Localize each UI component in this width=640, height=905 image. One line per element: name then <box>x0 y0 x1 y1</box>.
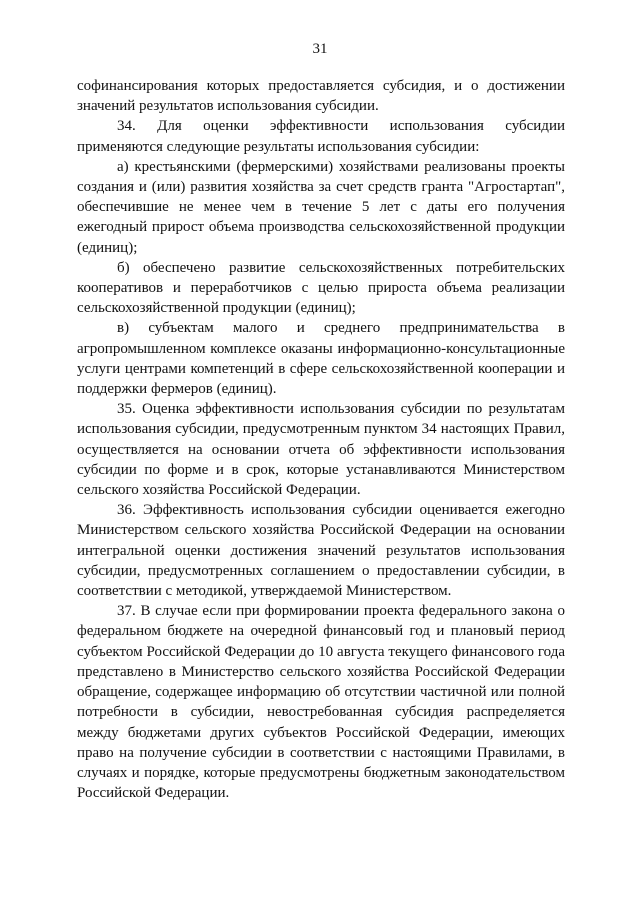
paragraph-continuation: софинансирования которых предоставляется субсидия, и о достижении значений результатов использования субсидии. <box>77 78 565 115</box>
paragraph-34-a: а) крестьянскими (фермерскими) хозяйствами реализованы проекты создания и (или) развития хозяйства за счет средств гранта "Агростартап", обеспечившие не менее чем в течение 5 лет с даты его получения ежегодный прирост объема производства сельскохозяйственной продукции (единиц); <box>77 158 565 256</box>
paragraph-36: 36. Эффективность использования субсидии оценивается ежегодно Министерством сельского хозяйства Российской Федерации на основании интегральной оценки достижения значений результатов использования субсидии, предусмотренных соглашением о предоставлении субсидии, в соответствии с методикой, утверждаемой Министерством. <box>77 502 565 600</box>
paragraph-37: 37. В случае если при формировании проекта федерального закона о федеральном бюджете на очередной финансовый год и плановый период субъектом Российской Федерации до 10 августа текущего финансового года представлено в Министерство сельского хозяйства Российской Федерации обращение, содержащее информацию об отсутствии частичной или полной потребности в субсидии, невостребованная субсидия распределяется между бюджетами других субъектов Российской Федерации, имеющих право на получение субсидии в соответствии с настоящими Правилами, в случаях и порядке, которые предусмотрены бюджетным законодательством Российской Федерации. <box>77 603 565 802</box>
paragraph-34-c: в) субъектам малого и среднего предпринимательства в агропромышленном комплексе оказаны информационно-консультационные услуги центрами компетенций в сфере сельскохозяйственной кооперации и поддержки фермеров (единиц). <box>77 320 565 398</box>
paragraph-34-b: б) обеспечено развитие сельскохозяйственных потребительских кооперативов и переработчиков с целью прироста объема реализации сельскохозяйственной продукции (единиц); <box>77 259 565 317</box>
paragraph-34: 34. Для оценки эффективности использования субсидии применяются следующие результаты использования субсидии: <box>77 118 565 155</box>
paragraph-35: 35. Оценка эффективности использования субсидии по результатам использования субсидии, предусмотренным пунктом 34 настоящих Правил, осуществляется на основании отчета об эффективности использования субсидии по форме и в срок, которые устанавливаются Министерством сельского хозяйства Российской Федерации. <box>77 401 565 499</box>
document-body <box>77 76 565 803</box>
page-number: 31 <box>312 41 328 57</box>
